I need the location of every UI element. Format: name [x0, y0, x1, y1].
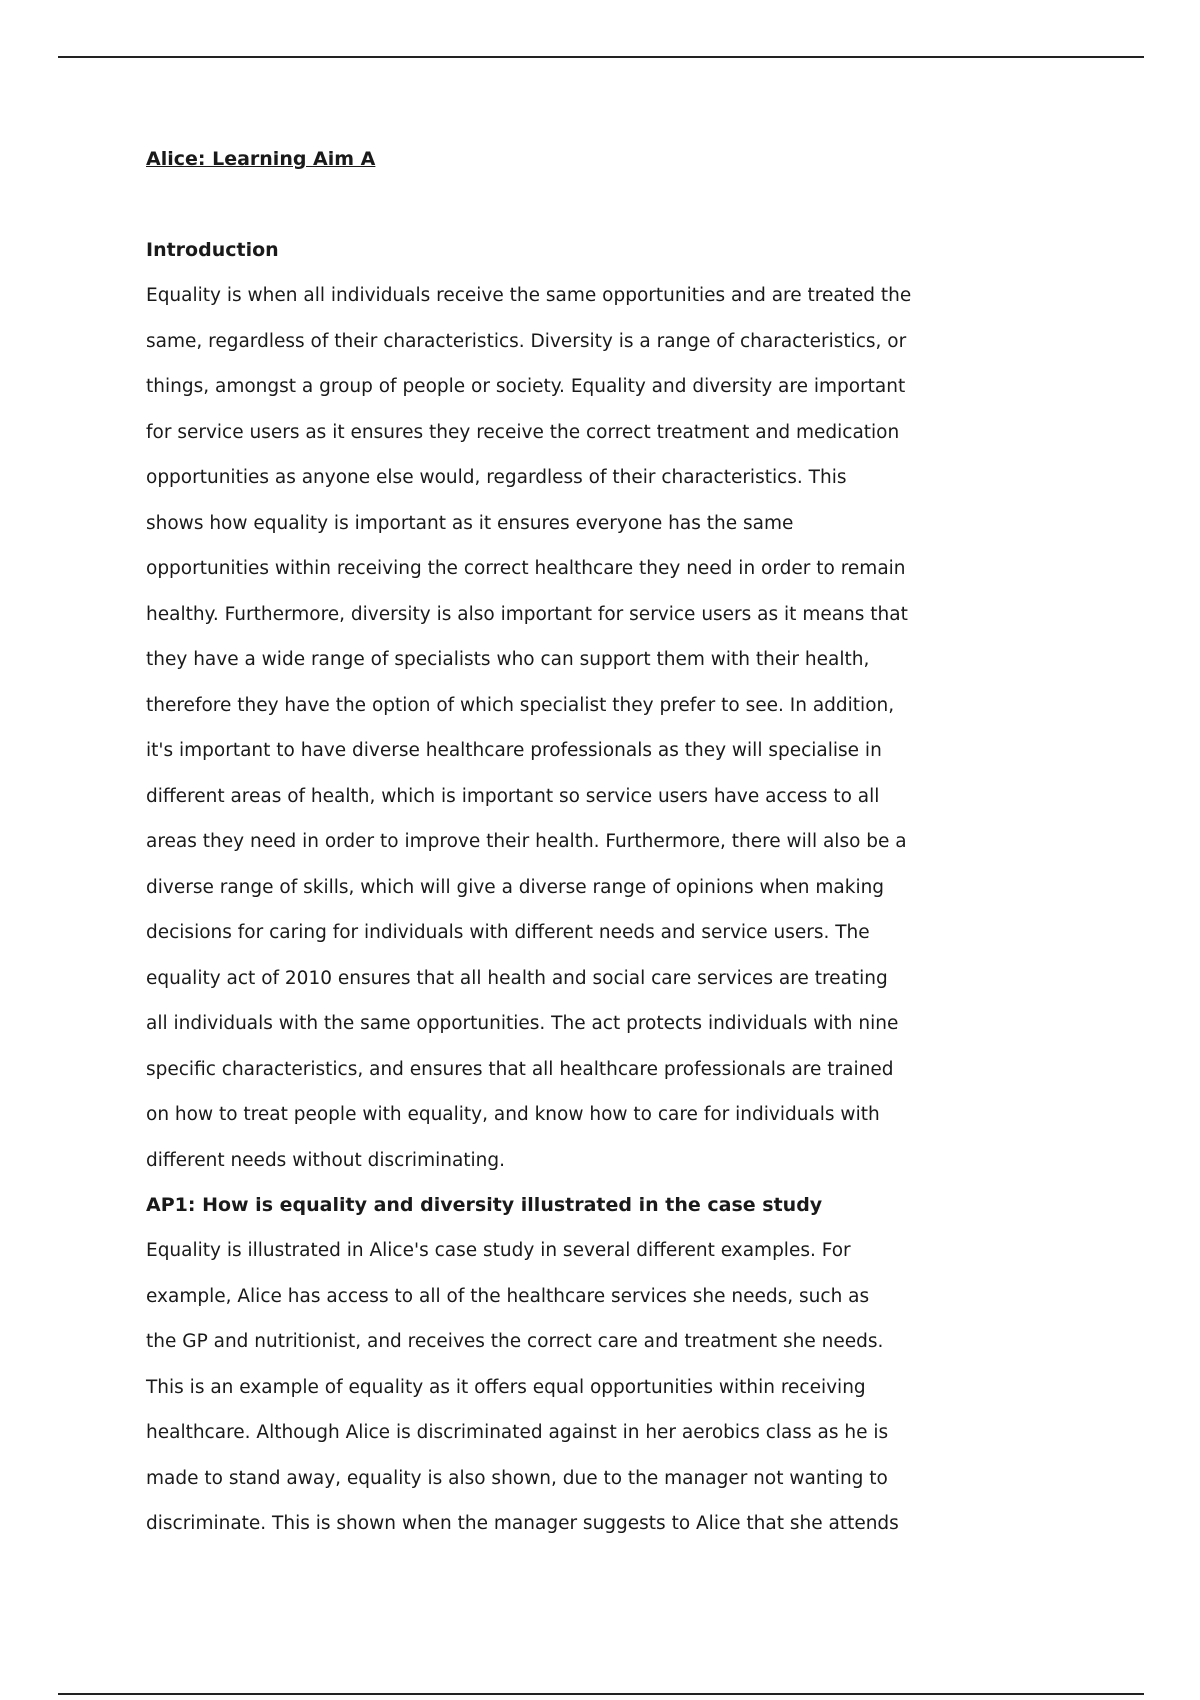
text-line: areas they need in order to improve their health. Furthermore, there will also be a [146, 831, 907, 852]
document-title: Alice: Learning Aim A [146, 148, 376, 170]
section-heading-introduction: Introduction [146, 239, 279, 261]
text-line: therefore they have the option of which specialist they prefer to see. In addition, [146, 694, 895, 716]
text-line: Equality is illustrated in Alice's case study in several different examples. For [146, 1240, 851, 1261]
text-line: different areas of health, which is important so service users have access to all [146, 785, 880, 807]
text-line: things, amongst a group of people or society. Equality and diversity are important [146, 376, 906, 397]
text-line: shows how equality is important as it ensures everyone has the same [146, 512, 794, 534]
paragraph-ap1 [146, 1228, 906, 1547]
text-line: all individuals with the same opportunities. The act protects individuals with nine [146, 1013, 899, 1034]
text-line: example, Alice has access to all of the healthcare services she needs, such as [146, 1285, 870, 1307]
text-line: made to stand away, equality is also shown, due to the manager not wanting to [146, 1467, 888, 1489]
text-line: equality act of 2010 ensures that all health and social care services are treating [146, 967, 888, 989]
text-line: specific characteristics, and ensures that all healthcare professionals are trained [146, 1058, 894, 1080]
text-line: discriminate. This is shown when the manager suggests to Alice that she attends [146, 1513, 899, 1534]
paragraph-introduction [146, 273, 912, 1183]
text-line: healthy. Furthermore, diversity is also important for service users as it means that [146, 603, 908, 625]
text-line: on how to treat people with equality, and know how to care for individuals with [146, 1104, 880, 1125]
text-line: same, regardless of their characteristics. Diversity is a range of characteristics, or [146, 330, 907, 352]
text-line: This is an example of equality as it offers equal opportunities within receiving [146, 1376, 866, 1398]
page-bottom-rule [58, 1693, 1144, 1695]
text-line: they have a wide range of specialists who can support them with their health, [146, 649, 870, 670]
text-line: diverse range of skills, which will give a diverse range of opinions when making [146, 876, 885, 898]
text-line: different needs without discriminating. [146, 1149, 506, 1171]
section-heading-ap1: AP1: How is equality and diversity illustrated in the case study [146, 1194, 823, 1216]
text-line: it's important to have diverse healthcare professionals as they will specialise in [146, 740, 882, 761]
text-line: opportunities within receiving the correct healthcare they need in order to remain [146, 558, 906, 579]
text-line: Equality is when all individuals receive the same opportunities and are treated the [146, 285, 912, 306]
text-line: opportunities as anyone else would, regardless of their characteristics. This [146, 467, 847, 488]
text-line: decisions for caring for individuals with different needs and service users. The [146, 922, 870, 943]
text-line: for service users as it ensures they receive the correct treatment and medication [146, 421, 900, 443]
text-line: healthcare. Although Alice is discriminated against in her aerobics class as he is [146, 1422, 889, 1443]
page-top-rule [58, 56, 1144, 58]
text-line: the GP and nutritionist, and receives the correct care and treatment she needs. [146, 1331, 884, 1352]
